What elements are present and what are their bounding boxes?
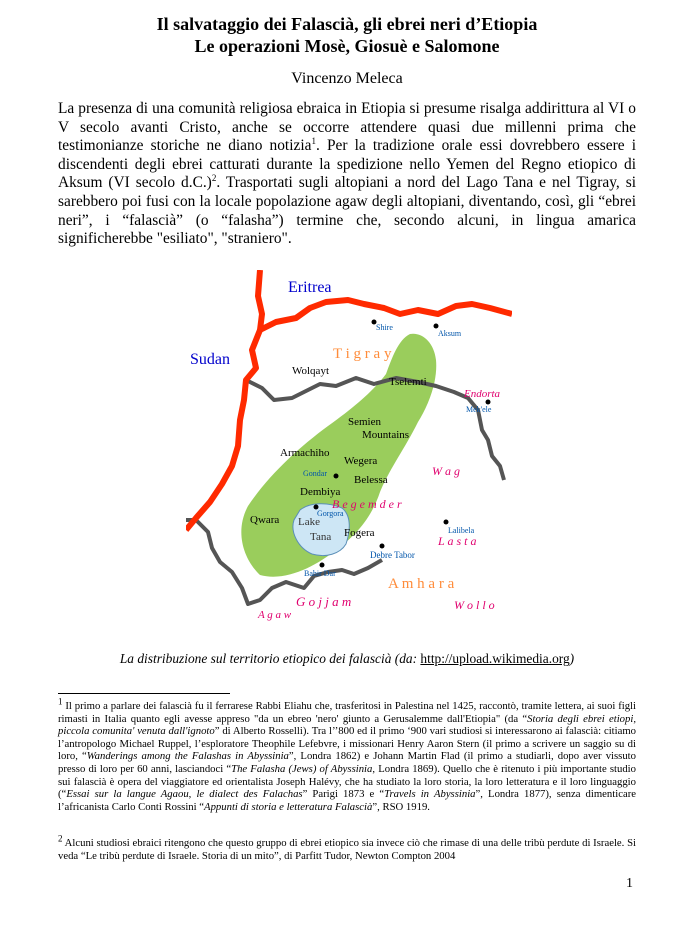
label-fogera: Fogera	[344, 527, 375, 539]
label-agaw: A g a w	[258, 609, 292, 621]
fn1-text-b: ” di Alberto Rosselli). Tra l’’800 ed il primo ‘900 vari studiosi si interessarono ai falascià: citiamo l’antropologo Michael Ruppel, l’esploratore Theophile Lefebvre, i missionari Henry Aaron Stern (il primo a scrivere un saggio su di loro, “	[58, 725, 636, 763]
label-armachiho: Armachiho	[280, 447, 330, 459]
label-qwara: Qwara	[250, 514, 280, 526]
dot-gondar	[334, 474, 339, 479]
intro-text-2: . Per la tradizione orale essi dovrebbero essere i discendenti degli ebrei catturati durante la spedizione nello Yemen del Regno etiopico di Aksum (VI secolo d.C.)	[58, 137, 637, 192]
label-semien: Semien	[348, 416, 381, 428]
fn1-title-d: Essai sur la langue Agaou, le dialect des Falachas	[66, 788, 303, 801]
label-tselemti: Tselemti	[389, 376, 427, 388]
footnote-2	[58, 833, 636, 862]
fn1-title-c: The Falasha (Jews) of Abyssinia	[231, 762, 373, 775]
footnote-ref-2[interactable]: 2	[211, 173, 217, 184]
title-line-1: Il salvataggio dei Falascià, gli ebrei neri d’Etiopia	[156, 14, 538, 34]
label-eritrea: Eritrea	[288, 279, 332, 296]
label-gojjam: G o j j a m	[296, 594, 352, 609]
label-sudan: Sudan	[190, 351, 230, 368]
fn1-title-e: Travels in Abyssinia	[384, 788, 476, 801]
footnote-1	[58, 696, 636, 813]
label-tigray: T i g r a y	[333, 346, 392, 362]
label-aksum: Aksum	[438, 329, 462, 338]
ethiopia-map	[186, 270, 512, 642]
footnote-ref-1[interactable]: 1	[311, 136, 316, 147]
caption-text: La distribuzione sul territorio etiopico dei falascià (da:	[119, 651, 421, 666]
label-wag: W a g	[432, 464, 460, 478]
label-lalibela: Lalibela	[448, 526, 475, 535]
author: Vincenzo Meleca	[291, 70, 403, 87]
label-belessa: Belessa	[354, 474, 388, 486]
dot-aksum	[434, 324, 439, 329]
intro-text-3: . Trasportati sugli altopiani a nord del Lago Tana e nel Tigray, si sarebbero poi fusi con la locale popolazione agaw degli altopiani, diventando, così, gli “ebrei neri”, i “falascià” (o “falasha”) termine che, secondo alcuni, in lingua amarica significherebbe "esiliato", "straniero".	[58, 174, 636, 248]
fn2-text: Alcuni studiosi ebraici ritengono che questo gruppo di ebrei etiopico sia invece ciò che rimase di una delle tribù perdute di Israele. Si veda “Le tribù perdute di Israele. Storia di un mito”, di Parfitt Tudor, Newton Compton 2004	[58, 837, 636, 862]
label-amhara: A m h a r a	[388, 576, 455, 592]
label-debre-tabor: Debre Tabor	[370, 550, 415, 560]
label-lasta: L a s t a	[438, 534, 477, 548]
label-wolqayt: Wolqayt	[292, 365, 329, 377]
dot-debre-tabor	[380, 544, 385, 549]
label-lake: Lake	[298, 516, 320, 528]
fn1-text-d: , Londra 1869). Quello che è ritenuto i più importante studio sui falascià è opera del viaggiatore ed orientalista Joseph Halévy, che ha studiato la loro storia, la loro letteratura e il loro linguaggio (“	[58, 762, 636, 801]
fn1-title-b: Wanderings among the Falashas in Abyssinia	[86, 750, 289, 763]
label-wegera: Wegera	[344, 455, 378, 467]
fn1-text-c: ”, Londra 1862) e Johann Martin Flad (il primo a studiarli, dopo aver vissuto presso di loro per 60 anni, lasciandoci “	[58, 750, 636, 775]
fn1-text-f: ”, Londra 1877), senza dimenticare l’africanista Carlo Conti Rossini “	[58, 788, 636, 813]
label-shire: Shire	[376, 323, 393, 332]
label-gondar: Gondar	[303, 469, 327, 478]
intro-text-1: La presenza di una comunità religiosa ebraica in Etiopia si presume risalga addirittura al VI o V secolo avanti Cristo, anche se occorre attendere quasi due millenni prima che testimonianze storiche ne diano notizia	[58, 100, 636, 155]
label-wollo: W o l l o	[454, 598, 495, 612]
fn1-title-a: Storia degli ebrei etiopi, piccola comunita' venuta dall'ignoto	[58, 712, 636, 738]
label-mekele: Mek'ele	[466, 405, 492, 414]
label-gorgora: Gorgora	[317, 509, 344, 518]
label-tana: Tana	[310, 531, 332, 543]
fn1-text-e: ” Parigi 1873 e “	[302, 788, 385, 801]
dot-lalibela	[444, 520, 449, 525]
footnote-separator	[58, 693, 230, 694]
fn1-text-g: ”, RSO 1919.	[372, 800, 430, 813]
fn1-text-a: Il primo a parlare dei falascià fu il ferrarese Rabbi Eliahu che, trasferitosi in Palestina nel 1425, raccontò, tramite lettera, ai suoi figli rimasti in Italia quanto egli avesse appreso "da un ebreo 'nero' giunto a Gerusalemme dall'Etiopia" (da “	[58, 700, 636, 725]
label-begemder: B e g e m d e r	[332, 497, 402, 511]
label-bahir-dar: Bahir Dar	[304, 569, 336, 578]
caption-end: )	[569, 651, 575, 666]
title-line-2: Le operazioni Mosè, Giosuè e Salomone	[194, 36, 500, 56]
page-number: 1	[626, 876, 633, 891]
caption-link[interactable]: http://upload.wikimedia.org	[420, 651, 570, 666]
footnote-2-number: 2	[58, 833, 63, 844]
fn1-title-f: Appunti di storia e letteratura Falascià	[204, 800, 373, 813]
dot-bahir-dar	[320, 563, 325, 568]
label-dembiya: Dembiya	[300, 486, 341, 498]
label-endorta: Endorta	[464, 388, 501, 400]
map-caption	[0, 651, 694, 667]
intro-paragraph	[58, 100, 636, 249]
footnote-1-number: 1	[58, 696, 63, 707]
dot-mekele	[486, 400, 491, 405]
label-mountains: Mountains	[362, 429, 410, 441]
